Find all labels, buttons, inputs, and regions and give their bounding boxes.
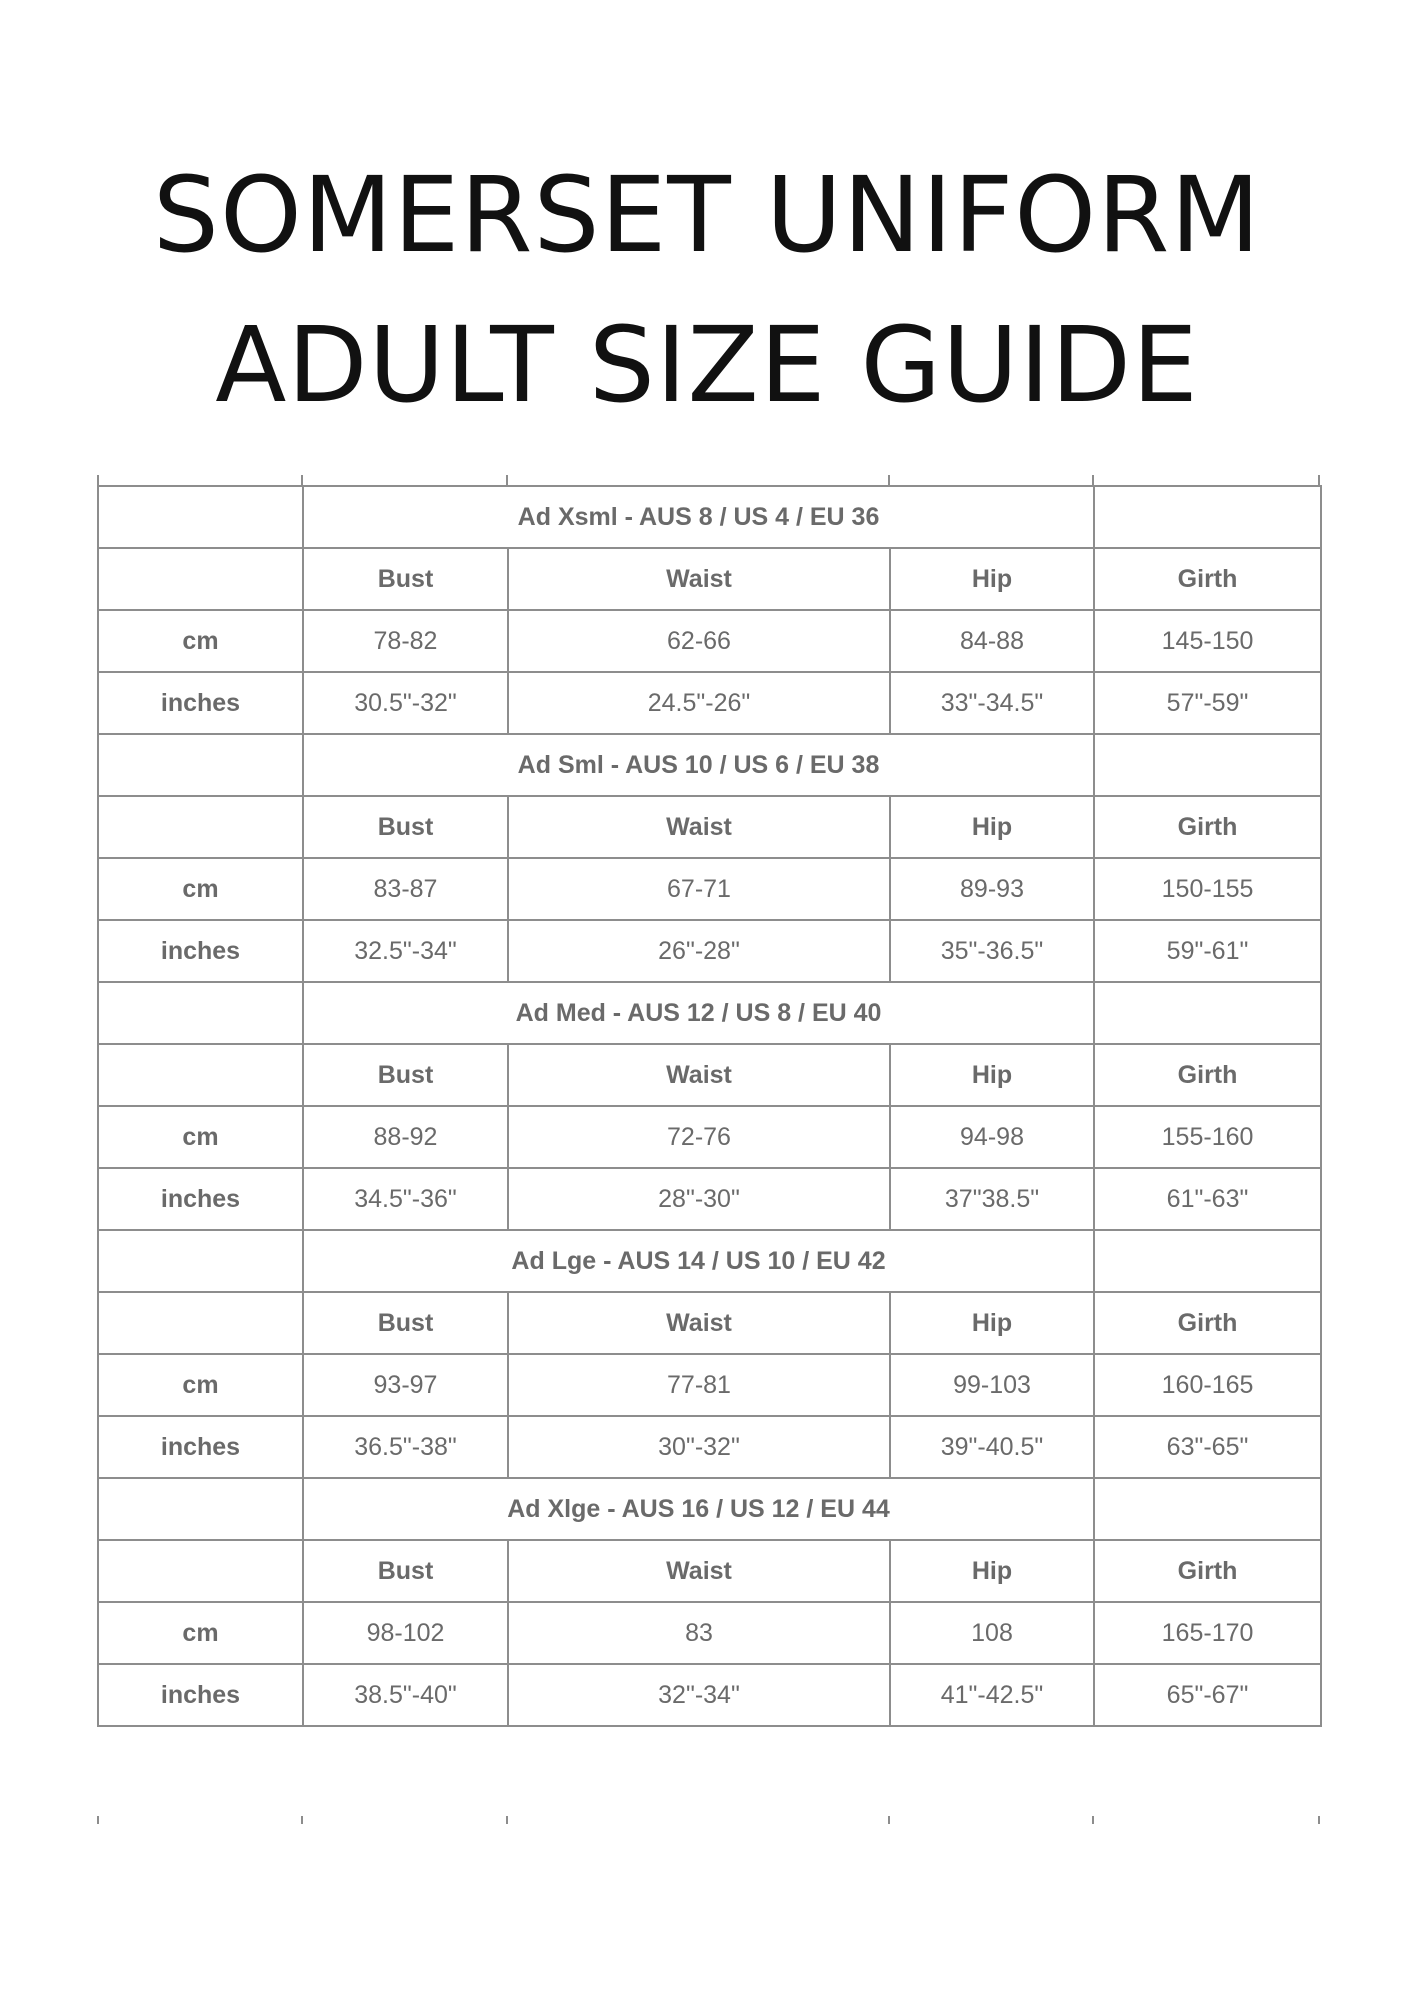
measurement-header: Bust (303, 1044, 508, 1106)
measurement-header: Girth (1094, 1292, 1321, 1354)
cm-value: 99-103 (890, 1354, 1094, 1416)
cm-value: 67-71 (508, 858, 890, 920)
cm-value: 89-93 (890, 858, 1094, 920)
measurement-header: Hip (890, 1540, 1094, 1602)
size-label: Ad Xsml - AUS 8 / US 4 / EU 36 (303, 486, 1094, 548)
size-label: Ad Lge - AUS 14 / US 10 / EU 42 (303, 1230, 1094, 1292)
inches-value: 30.5"-32" (303, 672, 508, 734)
empty-cell (98, 982, 303, 1044)
measurement-header: Hip (890, 796, 1094, 858)
empty-cell (98, 796, 303, 858)
size-title-row (98, 1478, 1321, 1540)
measurement-header-row (98, 796, 1321, 858)
inches-value: 63"-65" (1094, 1416, 1321, 1478)
empty-cell (1094, 734, 1321, 796)
empty-cell (98, 486, 303, 548)
cm-value: 155-160 (1094, 1106, 1321, 1168)
measurement-header: Bust (303, 1540, 508, 1602)
empty-cell (98, 1044, 303, 1106)
unit-label-cm: cm (98, 610, 303, 672)
cm-row (98, 1354, 1321, 1416)
size-label: Ad Med - AUS 12 / US 8 / EU 40 (303, 982, 1094, 1044)
empty-cell (98, 1540, 303, 1602)
inches-value: 28"-30" (508, 1168, 890, 1230)
empty-cell (98, 548, 303, 610)
cm-value: 83 (508, 1602, 890, 1664)
measurement-header: Hip (890, 1044, 1094, 1106)
inches-value: 38.5"-40" (303, 1664, 508, 1726)
unit-label-inches: inches (98, 1168, 303, 1230)
inches-value: 30"-32" (508, 1416, 890, 1478)
page-title (0, 140, 1414, 440)
inches-row (98, 1664, 1321, 1726)
empty-cell (98, 1292, 303, 1354)
size-label: Ad Sml - AUS 10 / US 6 / EU 38 (303, 734, 1094, 796)
inches-row (98, 920, 1321, 982)
inches-value: 35"-36.5" (890, 920, 1094, 982)
cm-row (98, 1106, 1321, 1168)
inches-value: 34.5"-36" (303, 1168, 508, 1230)
measurement-header-row (98, 548, 1321, 610)
measurement-header: Waist (508, 1540, 890, 1602)
measurement-header: Waist (508, 548, 890, 610)
inches-value: 65"-67" (1094, 1664, 1321, 1726)
measurement-header: Bust (303, 796, 508, 858)
inches-value: 32"-34" (508, 1664, 890, 1726)
inches-value: 61"-63" (1094, 1168, 1321, 1230)
cm-value: 83-87 (303, 858, 508, 920)
empty-cell (1094, 486, 1321, 548)
inches-row (98, 1416, 1321, 1478)
cm-value: 150-155 (1094, 858, 1321, 920)
measurement-header-row (98, 1044, 1321, 1106)
inches-value: 57"-59" (1094, 672, 1321, 734)
cm-value: 94-98 (890, 1106, 1094, 1168)
measurement-header: Girth (1094, 1044, 1321, 1106)
size-title-row (98, 1230, 1321, 1292)
measurement-header-row (98, 1540, 1321, 1602)
unit-label-inches: inches (98, 1416, 303, 1478)
size-title-row (98, 486, 1321, 548)
title-line-2: ADULT SIZE GUIDE (215, 304, 1199, 426)
measurement-header: Girth (1094, 796, 1321, 858)
cm-value: 165-170 (1094, 1602, 1321, 1664)
cm-value: 72-76 (508, 1106, 890, 1168)
unit-label-inches: inches (98, 672, 303, 734)
size-title-row (98, 982, 1321, 1044)
title-line-1: SOMERSET UNIFORM (152, 154, 1262, 276)
inches-value: 36.5"-38" (303, 1416, 508, 1478)
measurement-header: Hip (890, 1292, 1094, 1354)
cm-value: 93-97 (303, 1354, 508, 1416)
measurement-header-row (98, 1292, 1321, 1354)
inches-value: 26"-28" (508, 920, 890, 982)
inches-value: 33"-34.5" (890, 672, 1094, 734)
empty-cell (1094, 1230, 1321, 1292)
unit-label-cm: cm (98, 1602, 303, 1664)
inches-row (98, 1168, 1321, 1230)
measurement-header: Waist (508, 1044, 890, 1106)
measurement-header: Hip (890, 548, 1094, 610)
empty-cell (1094, 982, 1321, 1044)
unit-label-cm: cm (98, 1106, 303, 1168)
inches-value: 39"-40.5" (890, 1416, 1094, 1478)
unit-label-cm: cm (98, 858, 303, 920)
inches-value: 59"-61" (1094, 920, 1321, 982)
cm-row (98, 610, 1321, 672)
cm-value: 160-165 (1094, 1354, 1321, 1416)
measurement-header: Waist (508, 796, 890, 858)
empty-cell (98, 1230, 303, 1292)
inches-value: 37"38.5" (890, 1168, 1094, 1230)
inches-row (98, 672, 1321, 734)
size-label: Ad Xlge - AUS 16 / US 12 / EU 44 (303, 1478, 1094, 1540)
unit-label-cm: cm (98, 1354, 303, 1416)
empty-cell (98, 734, 303, 796)
cm-value: 84-88 (890, 610, 1094, 672)
size-chart (97, 485, 1320, 1727)
empty-cell (98, 1478, 303, 1540)
size-title-row (98, 734, 1321, 796)
inches-value: 41"-42.5" (890, 1664, 1094, 1726)
cm-value: 88-92 (303, 1106, 508, 1168)
unit-label-inches: inches (98, 920, 303, 982)
empty-cell (1094, 1478, 1321, 1540)
cm-row (98, 858, 1321, 920)
cm-value: 78-82 (303, 610, 508, 672)
measurement-header: Bust (303, 1292, 508, 1354)
inches-value: 32.5"-34" (303, 920, 508, 982)
measurement-header: Girth (1094, 1540, 1321, 1602)
cm-value: 145-150 (1094, 610, 1321, 672)
measurement-header: Waist (508, 1292, 890, 1354)
inches-value: 24.5"-26" (508, 672, 890, 734)
cm-value: 62-66 (508, 610, 890, 672)
cm-value: 77-81 (508, 1354, 890, 1416)
unit-label-inches: inches (98, 1664, 303, 1726)
cm-value: 98-102 (303, 1602, 508, 1664)
size-table (97, 485, 1322, 1727)
measurement-header: Bust (303, 548, 508, 610)
cm-row (98, 1602, 1321, 1664)
table-bottom-stubs (97, 1816, 1320, 1824)
cm-value: 108 (890, 1602, 1094, 1664)
measurement-header: Girth (1094, 548, 1321, 610)
